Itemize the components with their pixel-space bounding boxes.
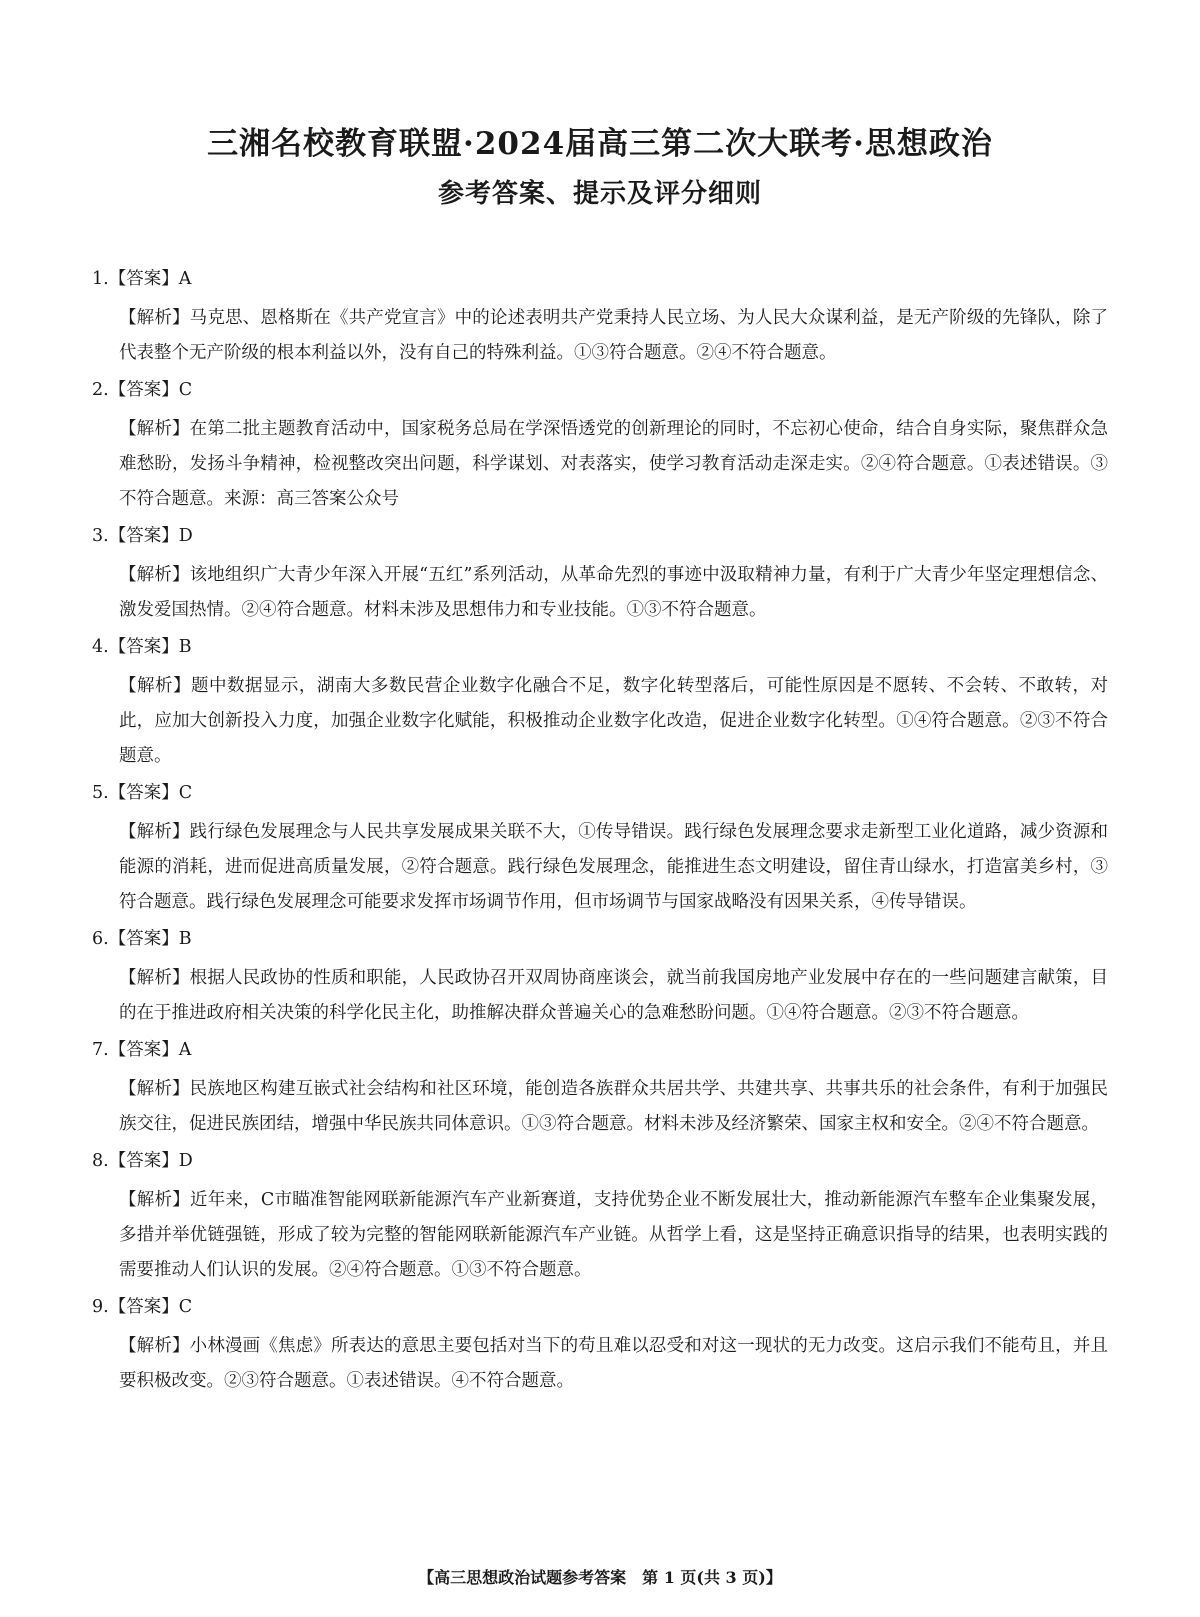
answer-label: 7.【答案】A — [92, 1040, 192, 1060]
question-item-4 — [92, 634, 1108, 774]
analysis-text: 【解析】小林漫画《焦虑》所表达的意思主要包括对当下的苟且难以忍受和对这一现状的无力改变。这启示我们不能苟且，并且要积极改变。②③符合题意。①表述错误。④不符合题意。 — [119, 1336, 1108, 1391]
question-item-2 — [92, 377, 1108, 517]
analysis-text: 【解析】根据人民政协的性质和职能，人民政协召开双周协商座谈会，就当前我国房地产业发展中存在的一些问题建言献策，目的在于推进政府相关决策的科学化民主化，助推解决群众普遍关心的急难愁盼问题。①④符合题意。②③不符合题意。 — [119, 968, 1108, 1023]
answer-label: 9.【答案】C — [92, 1297, 193, 1317]
answer-label: 6.【答案】B — [92, 929, 192, 949]
answer-label: 4.【答案】B — [92, 637, 192, 657]
question-item-1 — [92, 266, 1108, 371]
page-footer: 【高三思想政治试题参考答案 第 1 页(共 3 页)】 — [418, 1568, 782, 1587]
analysis-text: 【解析】近年来，C市瞄准智能网联新能源汽车产业新赛道，支持优势企业不断发展壮大，推动新能源汽车整车企业集聚发展，多措并举优链强链，形成了较为完整的智能网联新能源汽车产业链。从哲学上看，这是坚持正确意识指导的结果，也表明实践的需要推动人们认识的发展。②④符合题意。①③不符合题意。 — [119, 1190, 1108, 1280]
answer-label: 1.【答案】A — [92, 269, 192, 289]
answer-label: 3.【答案】D — [92, 526, 193, 546]
question-item-7 — [92, 1037, 1108, 1142]
document-subtitle: 参考答案、提示及评分细则 — [437, 179, 762, 209]
analysis-text: 【解析】马克思、恩格斯在《共产党宣言》中的论述表明共产党秉持人民立场、为人民大众谋利益，是无产阶级的先锋队，除了代表整个无产阶级的根本利益以外，没有自己的特殊利益。①③符合题意。②④不符合题意。 — [119, 308, 1108, 363]
analysis-text: 【解析】民族地区构建互嵌式社会结构和社区环境，能创造各族群众共居共学、共建共享、共事共乐的社会条件，有利于加强民族交往，促进民族团结，增强中华民族共同体意识。①③符合题意。材料未涉及经济繁荣、国家主权和安全。②④不符合题意。 — [119, 1079, 1108, 1134]
document-title: 三湘名校教育联盟·2024届高三第二次大联考·思想政治 — [207, 126, 993, 162]
analysis-text: 【解析】该地组织广大青少年深入开展“五红”系列活动，从革命先烈的事迹中汲取精神力量，有利于广大青少年坚定理想信念、激发爱国热情。②④符合题意。材料未涉及思想伟力和专业技能。①③不符合题意。 — [119, 565, 1108, 620]
analysis-text: 【解析】践行绿色发展理念与人民共享发展成果关联不大，①传导错误。践行绿色发展理念要求走新型工业化道路，减少资源和能源的消耗，进而促进高质量发展，②符合题意。践行绿色发展理念，能推进生态文明建设，留住青山绿水，打造富美乡村，③符合题意。践行绿色发展理念可能要求发挥市场调节作用，但市场调节与国家战略没有因果关系，④传导错误。 — [119, 822, 1108, 912]
answer-label: 8.【答案】D — [92, 1151, 193, 1171]
answer-label: 2.【答案】C — [92, 380, 193, 400]
question-item-8 — [92, 1148, 1108, 1288]
question-item-6 — [92, 926, 1108, 1031]
answer-label: 5.【答案】C — [92, 783, 193, 803]
analysis-text: 【解析】题中数据显示，湖南大多数民营企业数字化融合不足，数字化转型落后，可能性原因是不愿转、不会转、不敢转，对此，应加大创新投入力度，加强企业数字化赋能，积极推动企业数字化改造，促进企业数字化转型。①④符合题意。②③不符合题意。 — [119, 676, 1108, 766]
question-item-3 — [92, 523, 1108, 628]
answer-list — [92, 266, 1108, 1405]
question-item-9 — [92, 1294, 1108, 1399]
question-item-5 — [92, 780, 1108, 920]
analysis-text: 【解析】在第二批主题教育活动中，国家税务总局在学深悟透党的创新理论的同时，不忘初心使命，结合自身实际，聚焦群众急难愁盼，发扬斗争精神，检视整改突出问题，科学谋划、对表落实，使学习教育活动走深走实。②④符合题意。①表述错误。③不符合题意。来源：高三答案公众号 — [119, 419, 1108, 509]
